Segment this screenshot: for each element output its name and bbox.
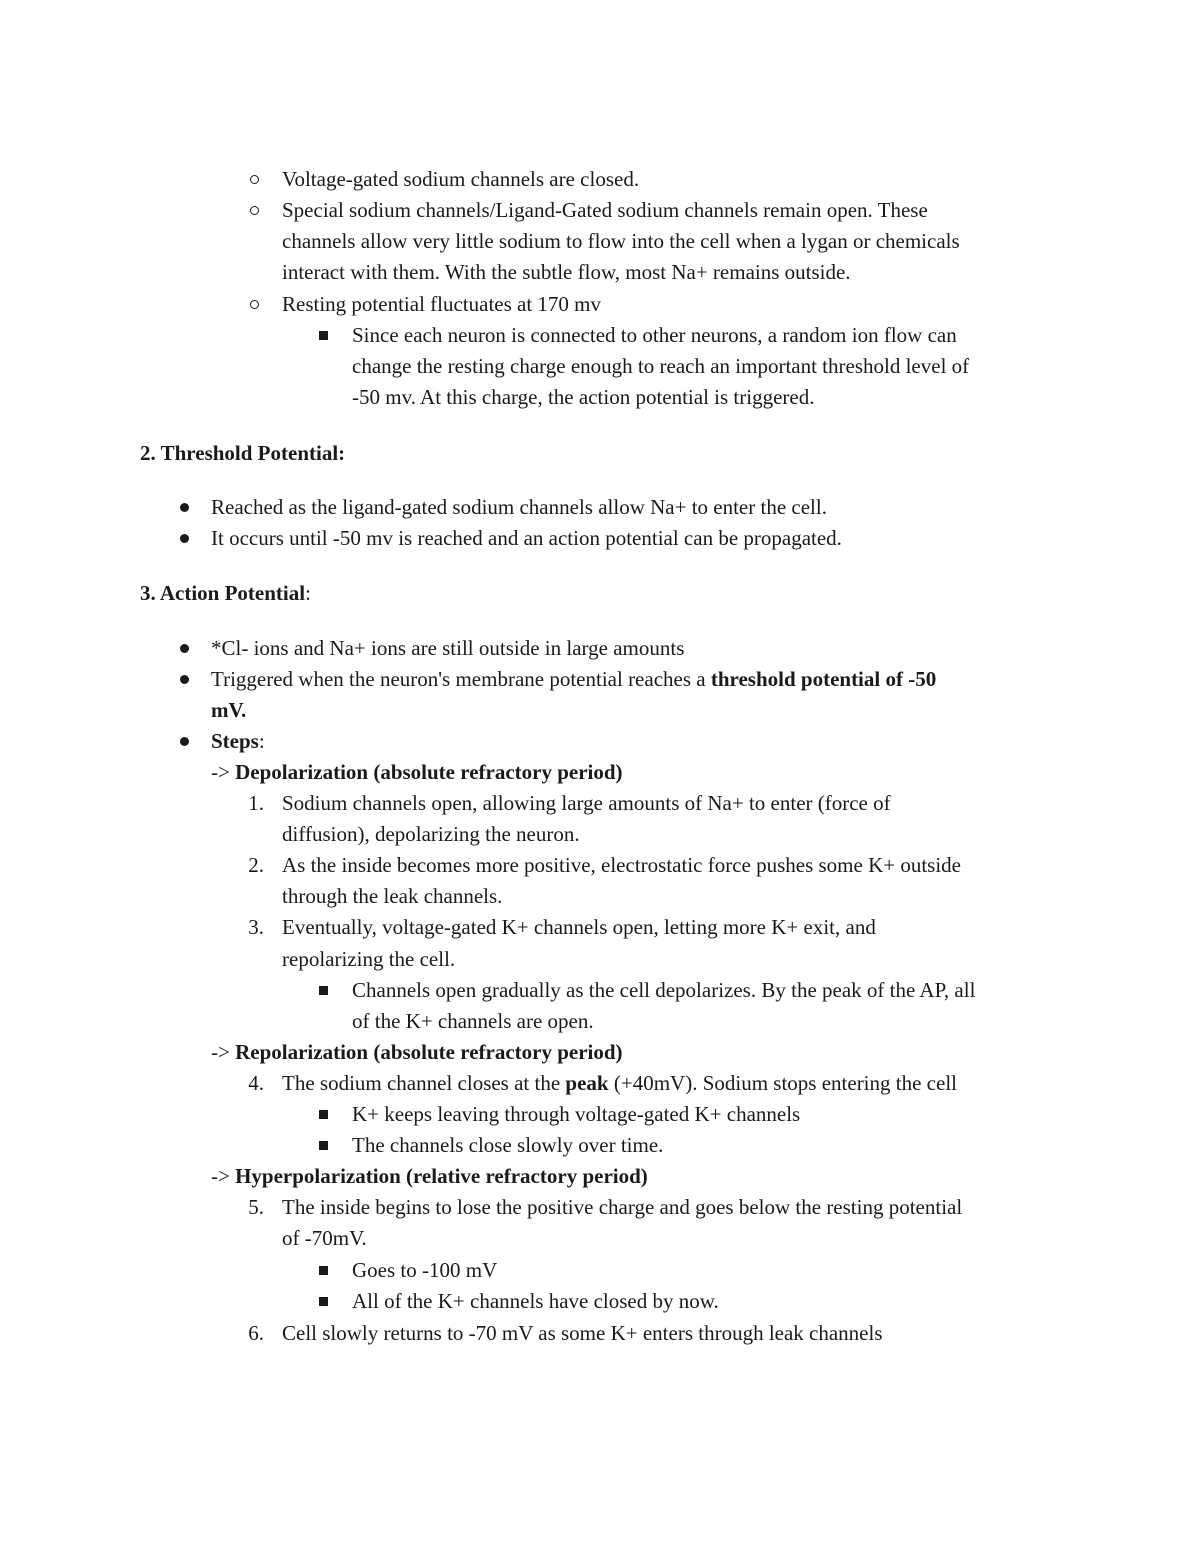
section-3-item-2-line2 bbox=[211, 695, 246, 726]
step-1-line2: diffusion), depolarizing the neuron. bbox=[282, 822, 580, 846]
step-1-number: 1. bbox=[248, 791, 264, 815]
circle-bullet-icon bbox=[250, 175, 259, 184]
arrow-icon: -> bbox=[211, 760, 230, 784]
hyperpolarization-title: Hyperpolarization (relative refractory period) bbox=[235, 1164, 648, 1188]
intro-item-2-line2: channels allow very little sodium to flow into the cell when a lygan or chemicals bbox=[282, 229, 960, 253]
intro-sub-line2: change the resting charge enough to reach an important threshold level of bbox=[352, 354, 970, 378]
step-5-line1: The inside begins to lose the positive charge and goes below the resting potential bbox=[282, 1195, 963, 1219]
step-3-sub-line1: Channels open gradually as the cell depolarizes. By the peak of the AP, all bbox=[352, 978, 976, 1002]
disc-bullet-icon bbox=[180, 534, 189, 543]
intro-item-1: Voltage-gated sodium channels are closed. bbox=[282, 167, 640, 191]
intro-item-2-line3: interact with them. With the subtle flow, most Na+ remains outside. bbox=[282, 260, 851, 284]
section-3-item-2-text: Triggered when the neuron's membrane potential reaches a bbox=[211, 667, 711, 691]
step-4-sub-1: K+ keeps leaving through voltage-gated K+ channels bbox=[352, 1102, 801, 1126]
step-3-number: 3. bbox=[248, 915, 264, 939]
step-4-line1 bbox=[282, 1068, 957, 1099]
square-bullet-icon bbox=[319, 1110, 328, 1119]
step-4-text-post: (+40mV). Sodium stops entering the cell bbox=[608, 1071, 957, 1095]
circle-bullet-icon bbox=[250, 300, 259, 309]
section-3-heading-bold: 3. Action Potential bbox=[140, 581, 306, 605]
section-2-heading: 2. Threshold Potential: bbox=[140, 441, 346, 465]
step-2-number: 2. bbox=[248, 853, 264, 877]
circle-bullet-icon bbox=[250, 206, 259, 215]
square-bullet-icon bbox=[319, 1141, 328, 1150]
step-5-number: 5. bbox=[248, 1195, 264, 1219]
step-3-line1: Eventually, voltage-gated K+ channels open, letting more K+ exit, and bbox=[282, 915, 876, 939]
steps-label-colon: : bbox=[258, 729, 265, 753]
intro-sub-line3: -50 mv. At this charge, the action potential is triggered. bbox=[352, 385, 815, 409]
step-2-line1: As the inside becomes more positive, electrostatic force pushes some K+ outside bbox=[282, 853, 962, 877]
intro-item-3: Resting potential fluctuates at 170 mv bbox=[282, 292, 602, 316]
square-bullet-icon bbox=[319, 1266, 328, 1275]
section-2-item-1: Reached as the ligand-gated sodium channels allow Na+ to enter the cell. bbox=[211, 495, 827, 519]
section-3-heading bbox=[140, 578, 311, 609]
step-3-line2: repolarizing the cell. bbox=[282, 947, 456, 971]
repolarization-title: Repolarization (absolute refractory period) bbox=[235, 1040, 623, 1064]
repolarization-heading bbox=[211, 1037, 623, 1068]
square-bullet-icon bbox=[319, 986, 328, 995]
step-5-line2: of -70mV. bbox=[282, 1226, 367, 1250]
depolarization-title: Depolarization (absolute refractory period) bbox=[235, 760, 623, 784]
step-1-line1: Sodium channels open, allowing large amounts of Na+ to enter (force of bbox=[282, 791, 891, 815]
disc-bullet-icon bbox=[180, 737, 189, 746]
section-3-item-2-line1 bbox=[211, 664, 936, 695]
square-bullet-icon bbox=[319, 1297, 328, 1306]
square-bullet-icon bbox=[319, 331, 328, 340]
section-3-heading-colon: : bbox=[305, 581, 311, 605]
step-4-sub-2: The channels close slowly over time. bbox=[352, 1133, 664, 1157]
step-4-text-pre: The sodium channel closes at the bbox=[282, 1071, 566, 1095]
step-4-bold: peak bbox=[565, 1071, 609, 1095]
section-3-item-2-bold-cont: mV. bbox=[211, 698, 247, 722]
intro-item-2-line1: Special sodium channels/Ligand-Gated sodium channels remain open. These bbox=[282, 198, 928, 222]
section-2-item-2: It occurs until -50 mv is reached and an action potential can be propagated. bbox=[211, 526, 842, 550]
step-6-line1: Cell slowly returns to -70 mV as some K+ enters through leak channels bbox=[282, 1321, 883, 1345]
steps-label-bold: Steps bbox=[211, 729, 259, 753]
step-6-number: 6. bbox=[248, 1321, 264, 1345]
disc-bullet-icon bbox=[180, 503, 189, 512]
intro-sub-line1: Since each neuron is connected to other neurons, a random ion flow can bbox=[352, 323, 957, 347]
depolarization-heading bbox=[211, 757, 623, 788]
arrow-icon: -> bbox=[211, 1040, 230, 1064]
hyperpolarization-heading bbox=[211, 1161, 648, 1192]
step-3-sub-line2: of the K+ channels are open. bbox=[352, 1009, 594, 1033]
steps-label bbox=[211, 726, 265, 757]
step-5-sub-2: All of the K+ channels have closed by now. bbox=[352, 1289, 719, 1313]
section-3-item-2-bold: threshold potential of -50 bbox=[710, 667, 937, 691]
disc-bullet-icon bbox=[180, 675, 189, 684]
step-2-line2: through the leak channels. bbox=[282, 884, 503, 908]
section-3-item-1: *Cl- ions and Na+ ions are still outside in large amounts bbox=[211, 636, 685, 660]
step-4-number: 4. bbox=[248, 1071, 264, 1095]
step-5-sub-1: Goes to -100 mV bbox=[352, 1258, 498, 1282]
arrow-icon: -> bbox=[211, 1164, 230, 1188]
disc-bullet-icon bbox=[180, 644, 189, 653]
